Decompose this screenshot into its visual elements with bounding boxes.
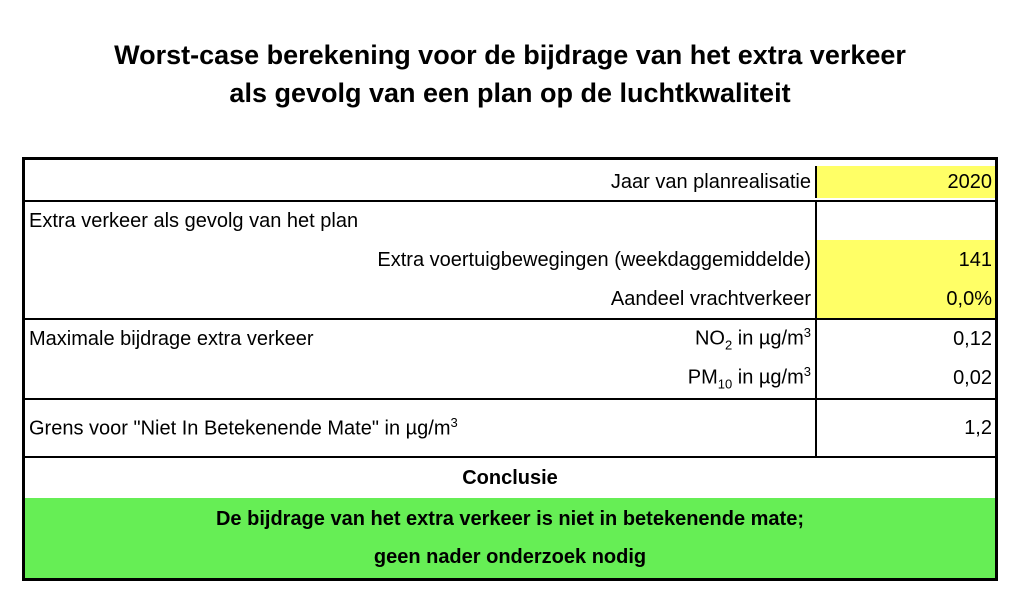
no2-value: 0,12 xyxy=(815,320,995,358)
row-truck-share xyxy=(25,280,995,318)
title-line-1: Worst-case berekening voor de bijdrage van het extra verkeer xyxy=(114,40,906,70)
max-contribution-label: Maximale bijdrage extra verkeer xyxy=(29,327,314,350)
row-plan-year xyxy=(25,166,995,198)
row-vehicle-movements xyxy=(25,240,995,280)
row-traffic-heading xyxy=(25,202,995,240)
conclusion-line-2: geen nader onderzoek nodig xyxy=(373,546,647,568)
nibm-limit-label: Grens voor "Niet In Betekenende Mate" in $\mu g/m^3$ xyxy=(29,415,458,440)
calculation-table xyxy=(22,157,998,581)
conclusion-heading: Conclusie xyxy=(462,466,558,489)
traffic-heading-value xyxy=(815,202,995,240)
nibm-limit-value: 1,2 xyxy=(815,400,995,456)
pm10-value: 0,02 xyxy=(815,358,995,398)
vehicle-movements-label: Extra voertuigbewegingen (weekdaggemiddelde) xyxy=(377,248,811,271)
no2-unit-label: $NO_2$ in $\mu g/m^3$ xyxy=(694,325,811,353)
max-contribution-cell xyxy=(25,320,815,358)
page-title xyxy=(0,36,1020,112)
traffic-heading-label: Extra verkeer als gevolg van het plan xyxy=(29,209,359,232)
conclusion-line-1: De bijdrage van het extra verkeer is niet in betekenende mate; xyxy=(215,508,804,530)
truck-share-value[interactable]: 0,0% xyxy=(815,280,995,318)
vehicle-movements-value[interactable]: 141 xyxy=(815,240,995,280)
plan-year-value[interactable]: 2020 xyxy=(815,166,995,198)
row-pm10 xyxy=(25,358,995,398)
row-no2 xyxy=(25,320,995,358)
pm10-unit-label: $PM_{10}$ in $\mu g/m^3$ xyxy=(687,364,811,392)
plan-year-label: Jaar van planrealisatie xyxy=(610,170,811,193)
truck-share-label: Aandeel vrachtverkeer xyxy=(610,287,811,310)
row-nibm-limit xyxy=(25,400,995,456)
title-line-2: als gevolg van een plan op de luchtkwaliteit xyxy=(229,78,791,108)
conclusion-banner xyxy=(25,498,995,578)
